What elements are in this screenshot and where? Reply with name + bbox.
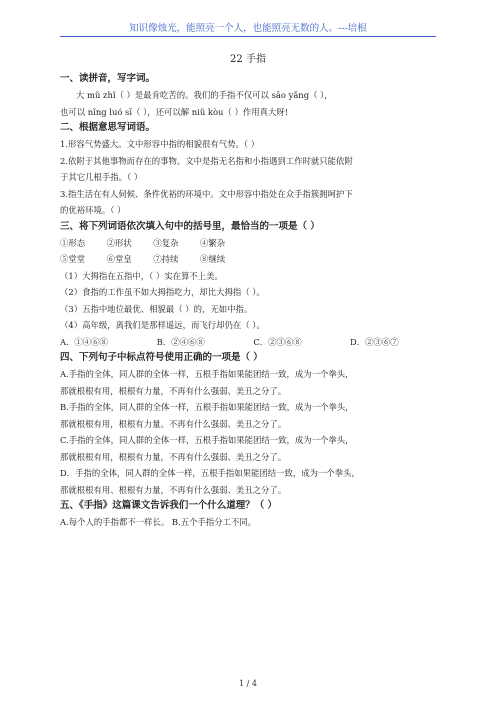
word-options-row-2 [60, 251, 436, 268]
answer-choice: C．②③⑥⑧ [253, 336, 302, 347]
section-4-line: C.手指的全体，同人群的全体一样，五根手指如果能团结一致，成为一个拳头， [60, 435, 354, 445]
section-2-line: 的优裕环境。（ ） [60, 205, 126, 215]
word-option: ④繁杂 [200, 237, 226, 248]
section-1-line: 大 mǔ zhǐ（ ）是最肯吃苦的。我们的手指不仅可以 sāo yǎng（ ）， [76, 90, 333, 100]
page-header-quote: 知识像烛光，能照亮一个人，也能照亮无数的人。---培根 [60, 20, 436, 37]
section-2-line: 2.依附于其他事物而存在的事物。文中是指无名指和小指遇到工作时就只能依附 [60, 155, 353, 166]
section-2-line: 3.指生活在有人伺候、条件优裕的环境中。文中形容中指处在众手指簇拥呵护下 [60, 188, 353, 199]
section-1-heading: 一、读拼音，写字词。 [60, 73, 156, 84]
page-title: 22 手指 [230, 54, 266, 65]
fill-sentence: （3）五指中地位最优、相貌最（ ）的，无如中指。 [60, 303, 253, 314]
section-2-line: 1.形容气势盛大。文中形容中指的相貌很有气势。（ ） [60, 139, 260, 149]
section-4-line: B.手指的全体，同人群的全体一样，五根手指如果能团结一致，成为一个拳头， [60, 402, 354, 412]
word-option: ⑦持续 [153, 254, 179, 264]
fill-sentence: （2）食指的工作虽不如大拇指吃力，却比大拇指（ ）。 [60, 287, 265, 297]
document-body [60, 50, 436, 531]
word-option: ⑤堂堂 [60, 254, 86, 264]
word-option: ⑥堂皇 [106, 254, 132, 264]
word-option: ⑧继续 [200, 254, 226, 264]
section-5-line: A.每个人的手指都不一样长。 B.五个手指分工不同。 [60, 517, 257, 527]
section-3-heading: 三、将下列词语依次填入句中的括号里，最恰当的一项是（ ） [60, 220, 320, 232]
section-4-line: 那就根根有用，根根有力量。不再有什么强弱、美丑之分了。 [60, 418, 287, 429]
section-1-line: 也可以 nǐng luó sī（ ），还可以解 niǔ kòu（ ）作用真大呀! [60, 106, 289, 117]
section-4-line: 那就根根有用、根根有力量，不再有什么强弱、美丑之分了。 [60, 484, 287, 495]
answer-choice: A．①④⑥⑧ [60, 336, 108, 347]
section-4-line: A.手指的全体，同人群的全体一样，五根手指如果能团结一致，成为一个拳头， [60, 369, 354, 379]
section-5-heading: 五、《手指》这篇课文告诉我们一个什么道理？（ ） [60, 500, 278, 511]
fill-sentence: （4）高年级，离我们是那样遥远，而飞行却仍在（ ）。 [60, 320, 265, 330]
section-4-line: 那就根根有用，根根有力量，不再有什么强弱、美丑之分了。 [60, 451, 287, 462]
answer-choice: B．②④⑥⑧ [156, 336, 205, 347]
section-2-line: 于其它几根手指。（ ） [60, 172, 143, 182]
word-option: ③复杂 [153, 237, 179, 248]
word-option: ①形态 [60, 237, 86, 248]
section-4-line: 那就根根有用，根根有力量，不再有什么强弱、美丑之分了。 [60, 385, 287, 396]
answer-choice: D．②③⑥⑦ [350, 336, 399, 347]
answer-choices [60, 334, 436, 351]
fill-sentence: （1）大拇指在五指中，（ ）实在算不上美。 [60, 270, 223, 281]
section-2-heading: 二、根据意思写词语。 [60, 122, 156, 133]
section-4-line: D．手指的全体，同人群的全体一样，五根手指如果能团结一致，成为一个拳头， [60, 468, 360, 478]
word-option: ②形状 [106, 237, 132, 248]
word-options-row-1 [60, 235, 436, 252]
section-4-heading: 四、下列句子中标点符号使用正确的一项是（ ） [60, 352, 263, 363]
page-number: 1 / 4 [239, 679, 257, 688]
